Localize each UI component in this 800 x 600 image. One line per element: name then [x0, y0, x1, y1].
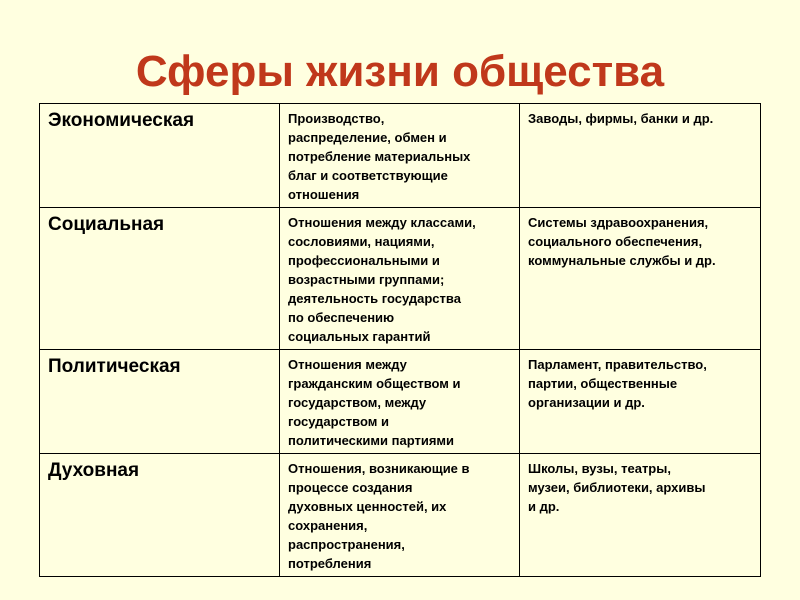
description-line: государством, между	[288, 395, 427, 410]
description-line: потребления	[288, 556, 372, 571]
institutions-line: партии, общественные	[528, 376, 678, 391]
spheres-table	[39, 103, 761, 577]
sphere-description-cell	[280, 104, 520, 208]
institutions-line: Системы здравоохранения,	[528, 215, 709, 230]
institutions-line: музеи, библиотеки, архивы	[528, 480, 706, 495]
table-row	[40, 350, 761, 454]
slide-title: Сферы жизни общества	[135, 47, 665, 96]
description-line: Отношения между	[288, 357, 407, 372]
description-line: возрастными группами;	[288, 272, 445, 287]
description-line: деятельность государства	[288, 291, 461, 306]
institutions-line: организации и др.	[528, 395, 645, 410]
description-line: социальных гарантий	[288, 329, 431, 344]
sphere-name-cell: Политическая	[40, 350, 280, 454]
institutions-line: и др.	[528, 499, 560, 514]
description-line: по обеспечению	[288, 310, 395, 325]
sphere-institutions-cell	[520, 104, 761, 208]
table-row	[40, 104, 761, 208]
sphere-description-cell	[280, 454, 520, 577]
description-line: политическими партиями	[288, 433, 455, 448]
description-line: потребление материальных	[288, 149, 471, 164]
sphere-description-cell	[280, 208, 520, 350]
sphere-institutions-cell	[520, 454, 761, 577]
sphere-name-cell: Духовная	[40, 454, 280, 577]
description-line: Отношения между классами,	[288, 215, 476, 230]
institutions-line: коммунальные службы и др.	[528, 253, 716, 268]
description-line: распространения,	[288, 537, 405, 552]
description-line: процессе создания	[288, 480, 413, 495]
description-line: распределение, обмен и	[288, 130, 447, 145]
description-line: государством и	[288, 414, 389, 429]
description-line: профессиональными и	[288, 253, 440, 268]
institutions-line: Заводы, фирмы, банки и др.	[528, 111, 714, 126]
institutions-line: Парламент, правительство,	[528, 357, 707, 372]
description-line: духовных ценностей, их	[288, 499, 447, 514]
description-line: сохранения,	[288, 518, 368, 533]
sphere-institutions-cell	[520, 208, 761, 350]
description-line: сословиями, нациями,	[288, 234, 435, 249]
description-line: Производство,	[288, 111, 385, 126]
sphere-name-cell: Социальная	[40, 208, 280, 350]
description-line: Отношения, возникающие в	[288, 461, 470, 476]
institutions-line: социального обеспечения,	[528, 234, 703, 249]
sphere-description-cell	[280, 350, 520, 454]
sphere-name-cell: Экономическая	[40, 104, 280, 208]
institutions-line: Школы, вузы, театры,	[528, 461, 671, 476]
table-row	[40, 454, 761, 577]
description-line: гражданским обществом и	[288, 376, 461, 391]
description-line: благ и соответствующие	[288, 168, 448, 183]
sphere-institutions-cell	[520, 350, 761, 454]
description-line: отношения	[288, 187, 360, 202]
table-row	[40, 208, 761, 350]
